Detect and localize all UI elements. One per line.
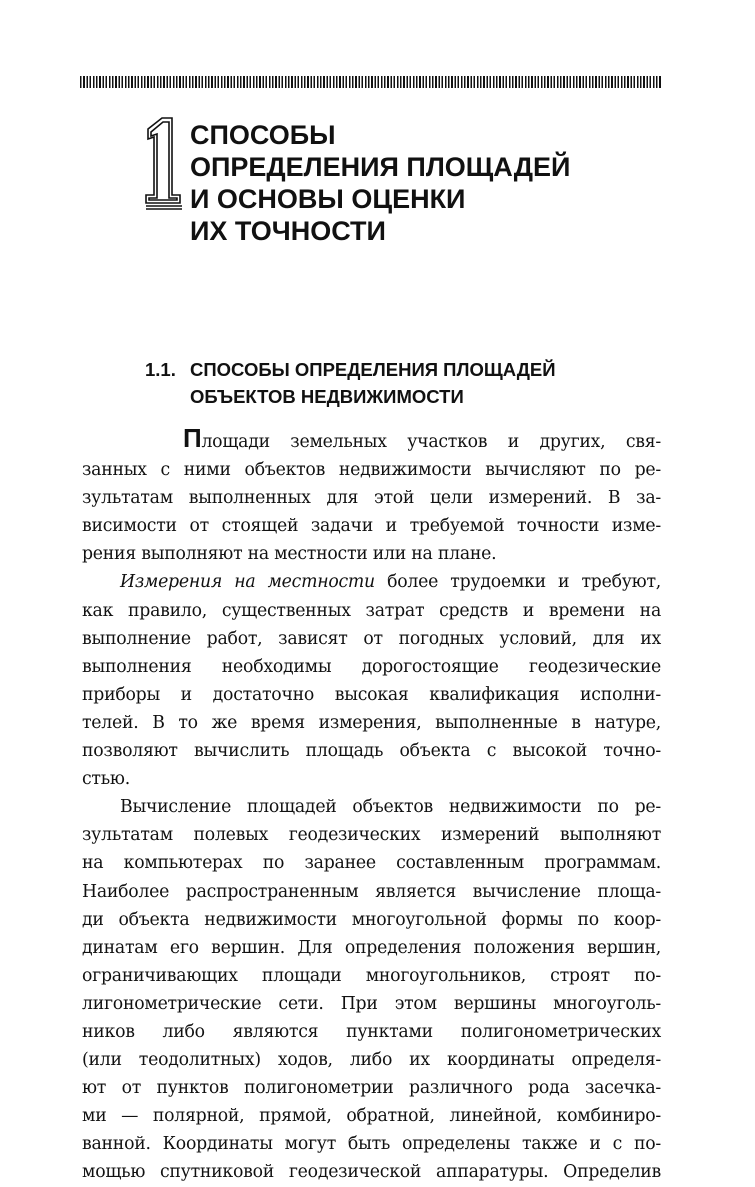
paragraph-line: ми — полярной, прямой, обратной, линейной, комбиниро-	[82, 1106, 661, 1127]
paragraph-line: ников либо являются пунктами полигонометрических	[82, 1021, 661, 1042]
chapter-title-line: И ОСНОВЫ ОЦЕНКИ	[190, 184, 466, 214]
paragraph-line: как правило, существенных затрат средств и времени на	[82, 600, 661, 621]
paragraph-line: рения выполняют на местности или на плане.	[82, 544, 497, 565]
decorative-rule	[80, 76, 662, 88]
paragraph-line: ограничивающих площади многоугольников, строят по-	[82, 965, 661, 986]
chapter-title	[190, 119, 650, 247]
paragraph-line: лигонометрические сети. При этом вершины многоуголь-	[82, 993, 661, 1014]
paragraph-line: ванной. Координаты могут быть определены также и с по-	[82, 1134, 661, 1155]
paragraph-line: на компьютерах по заранее составленным программам.	[82, 853, 661, 874]
chapter-title-line: ИХ ТОЧНОСТИ	[190, 216, 386, 246]
italic-term: Измерения на местности	[120, 572, 375, 593]
paragraph-line: Измерения на местности более трудоемки и требуют,	[120, 572, 661, 593]
section-heading	[145, 356, 665, 410]
chapter-title-line: ОПРЕДЕЛЕНИЯ ПЛОЩАДЕЙ	[190, 152, 571, 182]
paragraph-line: выполнения необходимы дорогостоящие геодезические	[82, 656, 661, 677]
paragraph-line: стью.	[82, 769, 130, 790]
section-title-line: ОБЪЕКТОВ НЕДВИЖИМОСТИ	[190, 386, 464, 407]
paragraph-line: выполнение работ, зависят от погодных условий, для их	[82, 628, 661, 649]
paragraph-line: Площади земельных участков и других, свя-	[183, 423, 661, 453]
paragraph-line: (или теодолитных) ходов, либо их координаты определя-	[82, 1050, 661, 1071]
section-title-line: СПОСОБЫ ОПРЕДЕЛЕНИЯ ПЛОЩАДЕЙ	[190, 359, 556, 380]
paragraph-line: занных с ними объектов недвижимости вычисляют по ре-	[82, 460, 661, 481]
paragraph-line: позволяют вычислить площадь объекта с высокой точно-	[82, 741, 661, 762]
paragraph-line: ют от пунктов полигонометрии различного рода засечка-	[82, 1078, 661, 1099]
paragraph-line: динатам его вершин. Для определения положения вершин,	[82, 937, 661, 958]
paragraph-line: висимости от стоящей задачи и требуемой точности изме-	[82, 516, 661, 537]
drop-cap: П	[183, 423, 202, 453]
paragraph-line: Вычисление площадей объектов недвижимости по ре-	[120, 797, 661, 818]
body-text	[82, 424, 661, 1187]
chapter-title-line: СПОСОБЫ	[190, 120, 336, 150]
chapter-number-graphic	[140, 115, 186, 211]
chapter-number-text: 1	[140, 115, 141, 116]
paragraph-line: телей. В то же время измерения, выполненные в натуре,	[82, 712, 661, 733]
section-number: 1.1.	[145, 359, 176, 380]
paragraph-line: приборы и достаточно высокая квалификация исполни-	[82, 684, 661, 705]
paragraph-line: зультатам полевых геодезических измерений выполняют	[82, 825, 661, 846]
paragraph-line: ди объекта недвижимости многоугольной формы по коор-	[82, 909, 661, 930]
paragraph-line: зультатам выполненных для этой цели измерений. В за-	[82, 488, 661, 509]
paragraph-line: мощью спутниковой геодезической аппаратуры. Определив	[82, 1162, 661, 1183]
paragraph-line: Наиболее распространенным является вычисление площа-	[82, 881, 661, 902]
